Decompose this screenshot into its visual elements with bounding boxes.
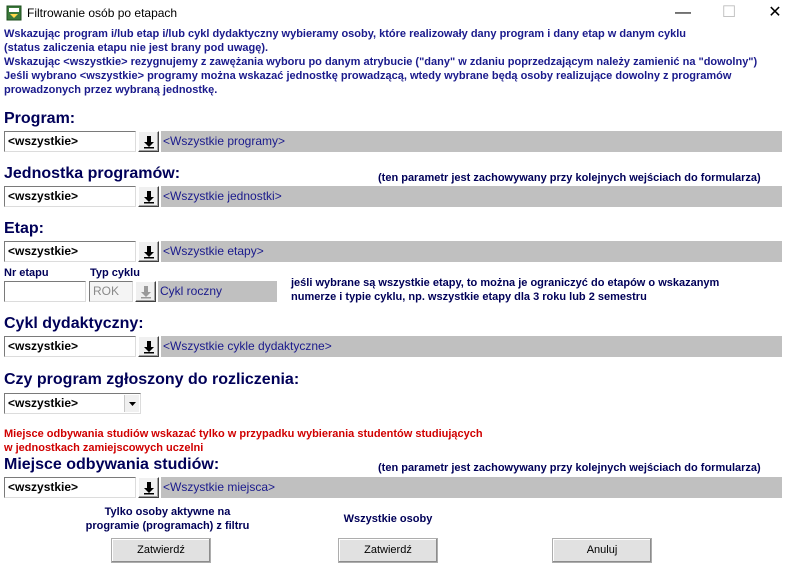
- nr-etapu-input[interactable]: [4, 281, 86, 302]
- info-line-1: Wskazując program i/lub etap i/lub cykl dydaktyczny wybieramy osoby, które realizowały dany program i dany etap w danym cyklu: [4, 28, 687, 40]
- typ-cyklu-picker-button[interactable]: [135, 281, 156, 302]
- arrow-down-icon: [143, 245, 155, 259]
- rozliczenie-dropdown-button[interactable]: [124, 395, 139, 412]
- program-picker-button[interactable]: [138, 131, 159, 152]
- miejsce-picker-button[interactable]: [138, 477, 159, 498]
- chevron-down-icon: [125, 395, 140, 412]
- miejsce-description: <Wszystkie miejsca>: [161, 477, 782, 498]
- program-description: <Wszystkie programy>: [161, 131, 782, 152]
- warning-line-2: w jednostkach zamiejscowych uczelni: [4, 442, 204, 454]
- typ-cyklu-input[interactable]: ROK: [89, 281, 133, 302]
- program-label: Program:: [4, 110, 76, 127]
- maximize-button[interactable]: ☐: [721, 4, 737, 21]
- jednostka-description: <Wszystkie jednostki>: [161, 186, 782, 207]
- etap-hint-line-2: numerze i typie cyklu, np. wszystkie etapy dla 3 roku lub 2 semestru: [291, 291, 647, 303]
- all-persons-label: Wszystkie osoby: [343, 513, 433, 525]
- info-line-3: Wskazując <wszystkie> rezygnujemy z zawężania wyboru po danym atrybucie ("dany" w zdaniu poprzedzającym należy zamienić na "dowolny"): [4, 56, 758, 68]
- arrow-down-icon: [143, 481, 155, 495]
- nr-etapu-label: Nr etapu: [4, 267, 49, 279]
- etap-input[interactable]: <wszystkie>: [4, 241, 136, 262]
- app-icon: [6, 5, 22, 21]
- jednostka-picker-button[interactable]: [138, 186, 159, 207]
- rozliczenie-label: Czy program zgłoszony do rozliczenia:: [4, 371, 300, 388]
- confirm-active-button[interactable]: Zatwierdź: [111, 538, 211, 563]
- window-title: Filtrowanie osób po etapach: [27, 6, 178, 20]
- etap-picker-button[interactable]: [138, 241, 159, 262]
- jednostka-label: Jednostka programów:: [4, 165, 181, 182]
- program-input[interactable]: <wszystkie>: [4, 131, 136, 152]
- etap-label: Etap:: [4, 220, 44, 237]
- cykl-label: Cykl dydaktyczny:: [4, 315, 144, 332]
- rozliczenie-select[interactable]: [4, 393, 141, 414]
- arrow-down-icon: [143, 190, 155, 204]
- arrow-down-icon: [143, 135, 155, 149]
- arrow-down-icon: [140, 285, 152, 299]
- typ-cyklu-label: Typ cyklu: [90, 267, 140, 279]
- cykl-picker-button[interactable]: [138, 336, 159, 357]
- info-line-2: (status zaliczenia etapu nie jest brany pod uwagę).: [4, 42, 269, 54]
- confirm-all-button[interactable]: Zatwierdź: [338, 538, 438, 563]
- miejsce-input[interactable]: <wszystkie>: [4, 477, 136, 498]
- arrow-down-icon: [143, 340, 155, 354]
- warning-line-1: Miejsce odbywania studiów wskazać tylko w przypadku wybierania studentów studiujących: [4, 428, 483, 440]
- miejsce-note: (ten parametr jest zachowywany przy kolejnych wejściach do formularza): [378, 462, 761, 474]
- cykl-description: <Wszystkie cykle dydaktyczne>: [161, 336, 782, 357]
- etap-hint-line-1: jeśli wybrane są wszystkie etapy, to można je ograniczyć do etapów o wskazanym: [291, 277, 720, 289]
- minimize-button[interactable]: —: [675, 4, 691, 21]
- jednostka-input[interactable]: <wszystkie>: [4, 186, 136, 207]
- etap-description: <Wszystkie etapy>: [161, 241, 782, 262]
- active-only-label-line-2: programie (programach) z filtru: [85, 520, 250, 532]
- cykl-input[interactable]: <wszystkie>: [4, 336, 136, 357]
- active-only-label-line-1: Tylko osoby aktywne na: [104, 506, 231, 518]
- cancel-button[interactable]: Anuluj: [552, 538, 652, 563]
- rozliczenie-select-value: <wszystkie>: [8, 396, 79, 410]
- info-line-4: Jeśli wybrano <wszystkie> programy można wskazać jednostkę prowadzącą, wtedy wybrane będą osoby realizujące dowolny z programów: [4, 70, 732, 82]
- info-line-5: prowadzonych przez wybraną jednostkę.: [4, 84, 218, 96]
- miejsce-label: Miejsce odbywania studiów:: [4, 456, 220, 473]
- jednostka-note: (ten parametr jest zachowywany przy kolejnych wejściach do formularza): [378, 172, 761, 184]
- close-button[interactable]: ✕: [768, 4, 782, 21]
- typ-cyklu-description: Cykl roczny: [158, 281, 277, 302]
